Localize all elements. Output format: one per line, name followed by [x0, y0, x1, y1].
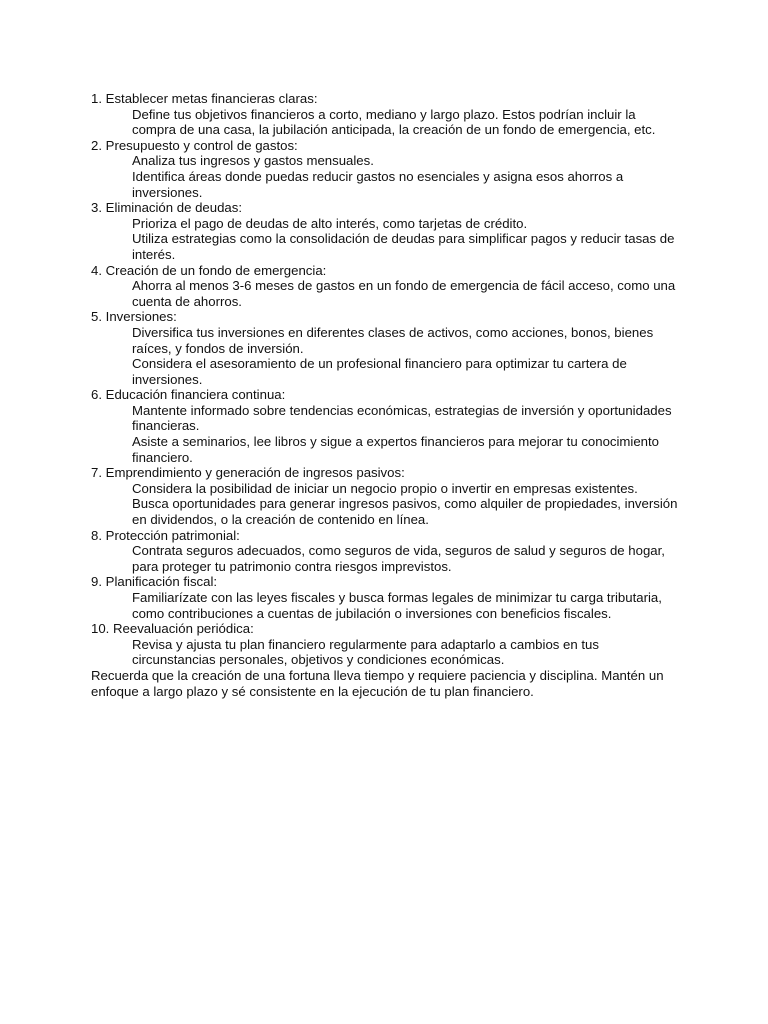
section-point: Diversifica tus inversiones en diferentes clases de activos, como acciones, bonos, bienes raíces, y fondos de inversión.	[132, 324, 654, 356]
section-4	[91, 263, 681, 310]
section-heading: 10. Reevaluación periódica:	[91, 621, 254, 637]
section-points	[91, 637, 681, 668]
section-9	[91, 574, 681, 621]
section-point: Considera la posibilidad de iniciar un negocio propio o invertir en empresas existentes.	[132, 480, 638, 496]
section-10	[91, 621, 681, 668]
section-point: Revisa y ajusta tu plan financiero regularmente para adaptarlo a cambios en tus circunstancias personales, objetivos y condiciones económicas.	[132, 636, 599, 668]
section-points	[91, 481, 681, 528]
section-points	[91, 107, 681, 138]
section-heading: 2. Presupuesto y control de gastos:	[91, 137, 298, 153]
section-points	[91, 590, 681, 621]
section-point: Familiarízate con las leyes fiscales y busca formas legales de minimizar tu carga tributaria, como contribuciones a cuentas de jubilación o inversiones con beneficios fiscales.	[132, 590, 662, 621]
section-point: Busca oportunidades para generar ingresos pasivos, como alquiler de propiedades, inversión en dividendos, o la creación de contenido en línea.	[132, 496, 678, 528]
section-points	[91, 543, 681, 574]
sections-container	[91, 91, 681, 668]
section-2	[91, 138, 681, 200]
section-point: Prioriza el pago de deudas de alto interés, como tarjetas de crédito.	[132, 215, 528, 231]
section-point: Utiliza estrategias como la consolidación de deudas para simplificar pagos y reducir tasas de interés.	[132, 231, 675, 262]
section-points	[91, 325, 681, 387]
section-point: Mantente informado sobre tendencias económicas, estrategias de inversión y oportunidades financieras.	[132, 402, 672, 434]
document-page	[91, 91, 681, 699]
section-heading: 5. Inversiones:	[91, 309, 177, 325]
section-heading: 1. Establecer metas financieras claras:	[91, 91, 318, 106]
section-heading: 6. Educación financiera continua:	[91, 387, 286, 403]
section-5	[91, 309, 681, 387]
section-point: Asiste a seminarios, lee libros y sigue a expertos financieros para mejorar tu conocimiento financiero.	[132, 434, 660, 465]
section-heading: 9. Planificación fiscal:	[91, 574, 218, 590]
closing-paragraph: Recuerda que la creación de una fortuna lleva tiempo y requiere paciencia y disciplina. Mantén un enfoque a largo plazo y sé consistente en la ejecución de tu plan financiero.	[91, 667, 664, 699]
section-heading: 4. Creación de un fondo de emergencia:	[91, 262, 327, 278]
section-point: Considera el asesoramiento de un profesional financiero para optimizar tu cartera de inversiones.	[132, 356, 627, 387]
section-points	[91, 153, 681, 200]
section-6	[91, 387, 681, 465]
section-points	[91, 278, 681, 309]
section-1	[91, 91, 681, 138]
section-heading: 7. Emprendimiento y generación de ingresos pasivos:	[91, 465, 405, 481]
section-point: Contrata seguros adecuados, como seguros de vida, seguros de salud y seguros de hogar, para proteger tu patrimonio contra riesgos imprevistos.	[132, 543, 665, 574]
section-point: Define tus objetivos financieros a corto, mediano y largo plazo. Estos podrían incluir la compra de una casa, la jubilación anticipada, la creación de un fondo de emergencia, etc.	[132, 106, 656, 138]
section-3	[91, 200, 681, 262]
section-points	[91, 403, 681, 465]
section-point: Analiza tus ingresos y gastos mensuales.	[132, 153, 374, 169]
section-point: Ahorra al menos 3-6 meses de gastos en un fondo de emergencia de fácil acceso, como una cuenta de ahorros.	[132, 278, 676, 309]
section-heading: 8. Protección patrimonial:	[91, 527, 240, 543]
section-7	[91, 465, 681, 527]
section-point: Identifica áreas donde puedas reducir gastos no esenciales y asigna esos ahorros a inversiones.	[132, 168, 624, 200]
section-points	[91, 216, 681, 263]
section-heading: 3. Eliminación de deudas:	[91, 200, 243, 216]
section-8	[91, 528, 681, 575]
